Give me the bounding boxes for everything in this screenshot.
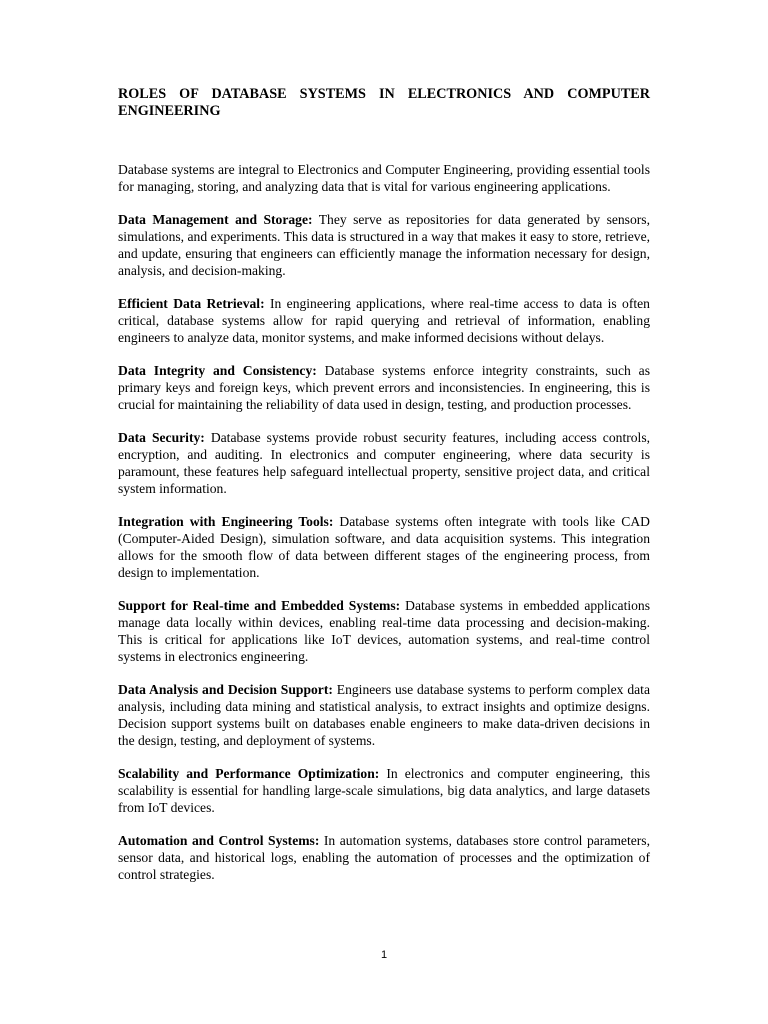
section-heading: Automation and Control Systems:	[118, 833, 320, 848]
section-body: Database systems often integrate with tools like CAD (Computer-Aided Design), simulation software, and data acquisition systems. This integration allows for the smooth flow of data between different stages of the engineering process, from design to implementation.	[118, 514, 650, 580]
section-scalability	[118, 765, 650, 816]
section-efficient-retrieval	[118, 295, 650, 346]
section-body: They serve as repositories for data generated by sensors, simulations, and experiments. This data is structured in a way that makes it easy to store, retrieve, and update, ensuring that engineers can efficiently manage the information necessary for design, analysis, and decision-making.	[118, 212, 650, 278]
page-number: 1	[380, 949, 388, 961]
section-analysis-decision	[118, 681, 650, 749]
section-heading: Data Integrity and Consistency:	[118, 363, 317, 378]
section-data-integrity	[118, 362, 650, 413]
section-realtime-embedded	[118, 597, 650, 665]
section-heading: Support for Real-time and Embedded Systems:	[118, 598, 401, 613]
section-body: Database systems in embedded applications manage data locally within devices, enabling real-time data processing and decision-making. This is critical for applications like IoT devices, automation systems, and real-time control systems in electronics engineering.	[118, 598, 651, 664]
section-heading: Data Security:	[118, 430, 205, 445]
section-body: Database systems enforce integrity constraints, such as primary keys and foreign keys, which prevent errors and inconsistencies. In engineering, this is crucial for maintaining the reliability of data used in design, testing, and production processes.	[118, 363, 650, 412]
section-integration-tools	[118, 513, 650, 581]
intro-paragraph: Database systems are integral to Electronics and Computer Engineering, providing essential tools for managing, storing, and analyzing data that is vital for various engineering applications.	[118, 162, 650, 194]
section-body: In automation systems, databases store control parameters, sensor data, and historical logs, enabling the automation of processes and the optimization of control strategies.	[118, 833, 650, 882]
page-content	[118, 86, 650, 883]
section-data-management	[118, 211, 650, 279]
section-data-security	[118, 429, 650, 497]
section-heading: Scalability and Performance Optimization:	[118, 766, 380, 781]
section-heading: Efficient Data Retrieval:	[118, 296, 265, 311]
section-automation-control	[118, 832, 650, 883]
section-heading: Data Management and Storage:	[118, 212, 313, 227]
section-body: Database systems provide robust security features, including access controls, encryption, and auditing. In electronics and computer engineering, where data security is paramount, these features help safeguard intellectual property, sensitive project data, and critical system information.	[118, 430, 651, 496]
section-body: In engineering applications, where real-time access to data is often critical, database systems allow for rapid querying and retrieval of information, enabling engineers to analyze data, monitor systems, and make informed decisions without delays.	[118, 296, 650, 345]
section-heading: Integration with Engineering Tools:	[118, 514, 334, 529]
section-body: In electronics and computer engineering, this scalability is essential for handling large-scale simulations, big data analytics, and large datasets from IoT devices.	[118, 766, 650, 815]
section-body: Engineers use database systems to perform complex data analysis, including data mining and statistical analysis, to extract insights and optimize designs. Decision support systems built on databases enable engineers to make data-driven decisions in the design, testing, and deployment of systems.	[118, 682, 650, 748]
document-title: ROLES OF DATABASE SYSTEMS IN ELECTRONICS AND COMPUTER ENGINEERING	[118, 86, 650, 119]
section-heading: Data Analysis and Decision Support:	[118, 682, 333, 697]
